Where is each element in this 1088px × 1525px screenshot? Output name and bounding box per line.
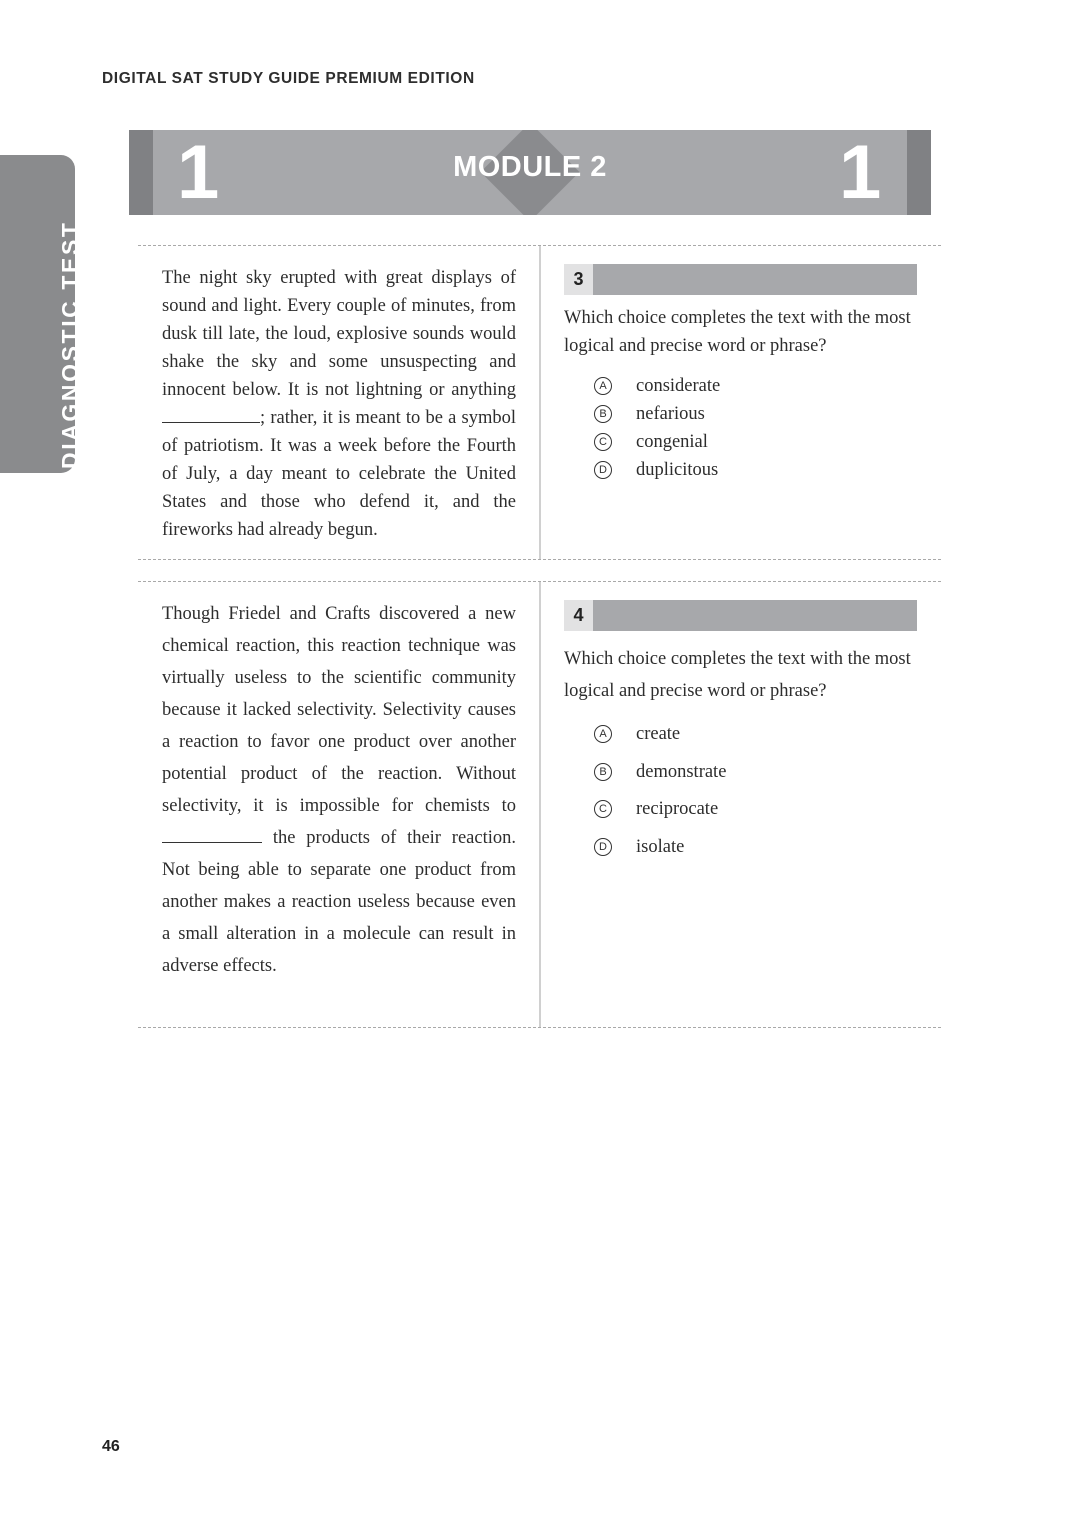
choice-text: nefarious <box>636 404 705 424</box>
page-number: 46 <box>102 1438 120 1455</box>
banner-section-number-right: 1 <box>839 130 882 215</box>
question-3-passage <box>162 264 516 544</box>
choice-b-bubble-icon[interactable]: B <box>594 405 612 423</box>
choice-c-bubble-icon[interactable]: C <box>594 800 612 818</box>
choice-text: demonstrate <box>636 762 727 782</box>
side-tab-label: DIAGNOSTIC TEST <box>57 220 83 469</box>
running-head: DIGITAL SAT STUDY GUIDE PREMIUM EDITION <box>102 70 475 87</box>
question-4-passage <box>162 598 516 982</box>
question-4-prompt: Which choice completes the text with the most logical and precise word or phrase? <box>564 649 911 701</box>
choice-text: considerate <box>636 376 721 396</box>
choice-b-bubble-icon[interactable]: B <box>594 763 612 781</box>
passage-text: the products of their reaction. Not being able to separate one product from another makes a reaction useless because even a small alteration in a molecule can result in adverse effects. <box>162 828 517 976</box>
passage-text: ; rather, it is meant to be a symbol of patriotism. It was a week before the Fourth of July, a day meant to celebrate the United States and those who defend it, and the fireworks had already begun. <box>162 408 516 540</box>
column-divider <box>539 582 541 1028</box>
banner-module-title: MODULE 2 <box>453 151 607 183</box>
choice-a-bubble-icon[interactable]: A <box>594 725 612 743</box>
choice-text: duplicitous <box>636 460 719 480</box>
choice-text: create <box>636 724 681 744</box>
answer-blank <box>162 824 262 843</box>
passage-text: Though Friedel and Crafts discovered a new chemical reaction, this reaction technique was virtually useless to the scientific community because it lacked selectivity. Selectivity causes a reaction to favor one product over another potential product of the reaction. Without selectivity, it is impossible for chemists to <box>162 604 516 816</box>
column-divider <box>539 246 541 560</box>
choice-d-bubble-icon[interactable]: D <box>594 838 612 856</box>
module-banner <box>129 130 931 215</box>
banner-section-number-left: 1 <box>177 130 220 215</box>
choice-text: reciprocate <box>636 799 719 819</box>
question-number: 4 <box>564 600 593 631</box>
choice-c-bubble-icon[interactable]: C <box>594 433 612 451</box>
question-4-header-bar <box>564 600 917 631</box>
passage-text: The night sky erupted with great displays of sound and light. Every couple of minutes, from dusk till late, the loud, explosive sounds would shake the sky and some unsuspecting and innocent below. It is not lightning or anything <box>162 268 516 400</box>
question-3-header-bar <box>564 264 917 295</box>
answer-blank <box>162 404 260 423</box>
divider-dashed <box>138 1027 941 1028</box>
section-side-tab <box>0 155 83 473</box>
choice-text: congenial <box>636 432 708 452</box>
choice-a-bubble-icon[interactable]: A <box>594 377 612 395</box>
divider-dashed <box>138 559 941 560</box>
question-number: 3 <box>564 264 593 295</box>
question-3-prompt: Which choice completes the text with the most logical and precise word or phrase? <box>564 308 911 356</box>
choice-d-bubble-icon[interactable]: D <box>594 461 612 479</box>
choice-text: isolate <box>636 837 685 857</box>
